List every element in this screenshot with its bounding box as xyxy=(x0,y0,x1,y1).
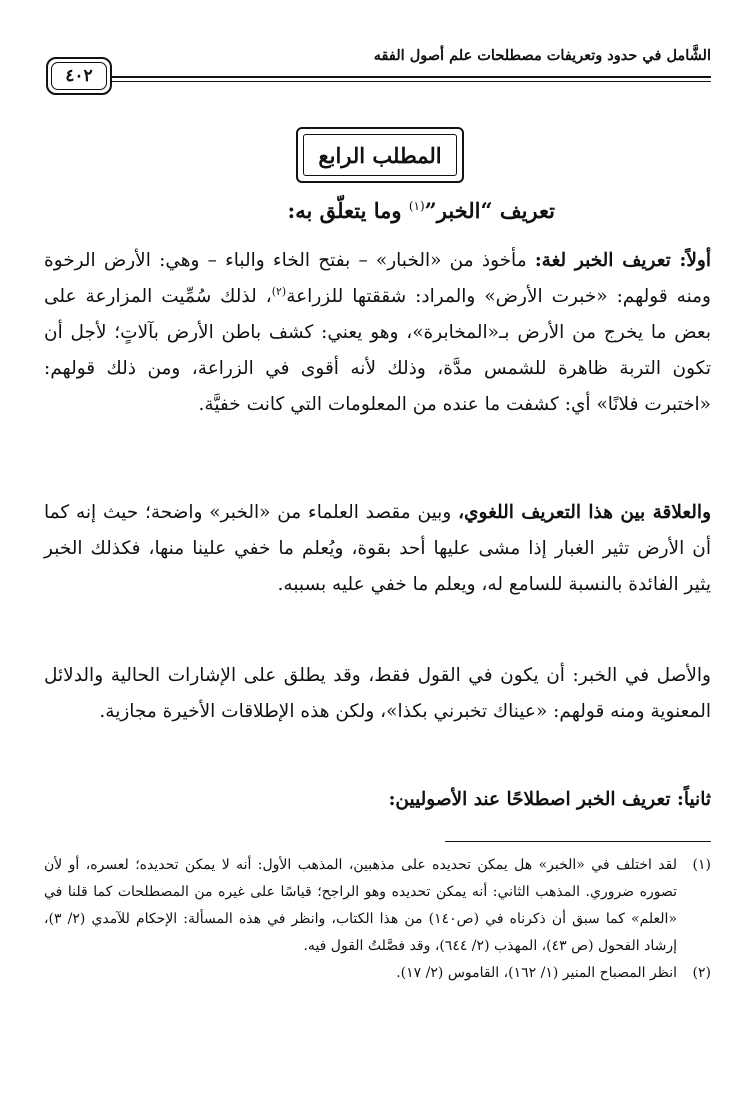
running-head: الشَّامل في حدود وتعريفات مصطلحات علم أصول الفقه xyxy=(373,47,711,64)
section-subtitle xyxy=(195,198,555,223)
footnote-number: (١) xyxy=(692,857,711,873)
paragraph-text-cont: ، لذلك سُمِّيت المزارعة على بعض ما يخرج من الأرض بـ«المخابرة»، وهو يعني: كشف باطن الأرض بآلاتٍ؛ لأجل أن تكون التربة ظاهرة للشمس مدَّة، وذلك لأنه أقوى في الزراعة، ومن ذلك قولهم: «اختبرت فلانًا» أي: كشفت ما عنده من المعلومات التي كانت خفيَّة. xyxy=(44,286,711,415)
paragraph-text: وبين مقصد العلماء من «الخبر» واضحة؛ حيث إنه كما أن الأرض تثير الغبار إذا مشى عليها أحد بقوة، ويُعلم ما خفي علينا منها، فكذلك الخبر يثير الفائدة بالنسبة للسامع له، ويعلم ما خفي عليه بسببه. xyxy=(44,502,711,595)
footnote-item xyxy=(44,960,711,987)
section-title: المطلب الرابع xyxy=(303,134,457,176)
paragraph-lead: ثانياً: تعريف الخبر اصطلاحًا عند الأصوليين: xyxy=(388,789,711,810)
footnote-separator xyxy=(445,841,711,842)
paragraph-lead: أولاً: تعريف الخبر لغة: xyxy=(534,250,711,271)
page-number-frame xyxy=(46,57,112,95)
page-number: ٤٠٢ xyxy=(51,62,107,90)
paragraph-origin xyxy=(44,658,711,730)
section-title-frame xyxy=(296,127,464,183)
header-rule xyxy=(112,76,711,78)
subtitle-pre: تعريف “الخبر” xyxy=(424,198,555,223)
footnote-text: لقد اختلف في «الخبر» هل يمكن تحديده على مذهبين، المذهب الأول: أنه لا يمكن تحديده؛ لعسره، أو لأن تصوره ضروري. المذهب الثاني: أنه يمكن تحديده وهو الراجح؛ قياسًا على غيره من المصطلحات كما قلنا في «العلم» كما سبق أن ذكرناه في (ص١٤٠) من هذا الكتاب، وانظر في هذه المسألة: الإحكام للآمدي (٢/ ٣)، إرشاد الفحول (ص ٤٣)، المهذب (٢/ ٦٤٤)، وقد فصَّلتُ القول فيه. xyxy=(44,857,678,954)
paragraph-lead: والعلاقة بين هذا التعريف اللغوي، xyxy=(458,502,711,523)
paragraph-linguistic-definition xyxy=(44,243,711,423)
footnote-text: انظر المصباح المنير (١/ ١٦٢)، القاموس (٢/ ١٧). xyxy=(396,965,677,981)
paragraph-text: والأصل في الخبر: أن يكون في القول فقط، وقد يطلق على الإشارات الحالية والدلائل المعنوية ومنه قولهم: «عيناك تخبرني بكذا»، ولكن هذه الإطلاقات الأخيرة مجازية. xyxy=(44,665,711,722)
footnote-ref[interactable]: (٢) xyxy=(271,284,287,298)
paragraph-technical-heading xyxy=(44,782,711,818)
footnotes xyxy=(44,852,711,987)
paragraph-relation xyxy=(44,495,711,603)
header-rule-thin xyxy=(112,81,711,82)
subtitle-post: وما يتعلّق به: xyxy=(287,198,409,223)
footnote-item xyxy=(44,852,711,960)
subtitle-footnote-ref[interactable]: (١) xyxy=(408,199,425,213)
footnote-number: (٢) xyxy=(692,965,711,981)
paragraph-text: مأخوذ من «الخبار» – بفتح الخاء والباء – وهي: الأرض الرخوة ومنه قولهم: «خبرت الأرض» والمراد: شققتها للزراعة xyxy=(44,250,711,307)
